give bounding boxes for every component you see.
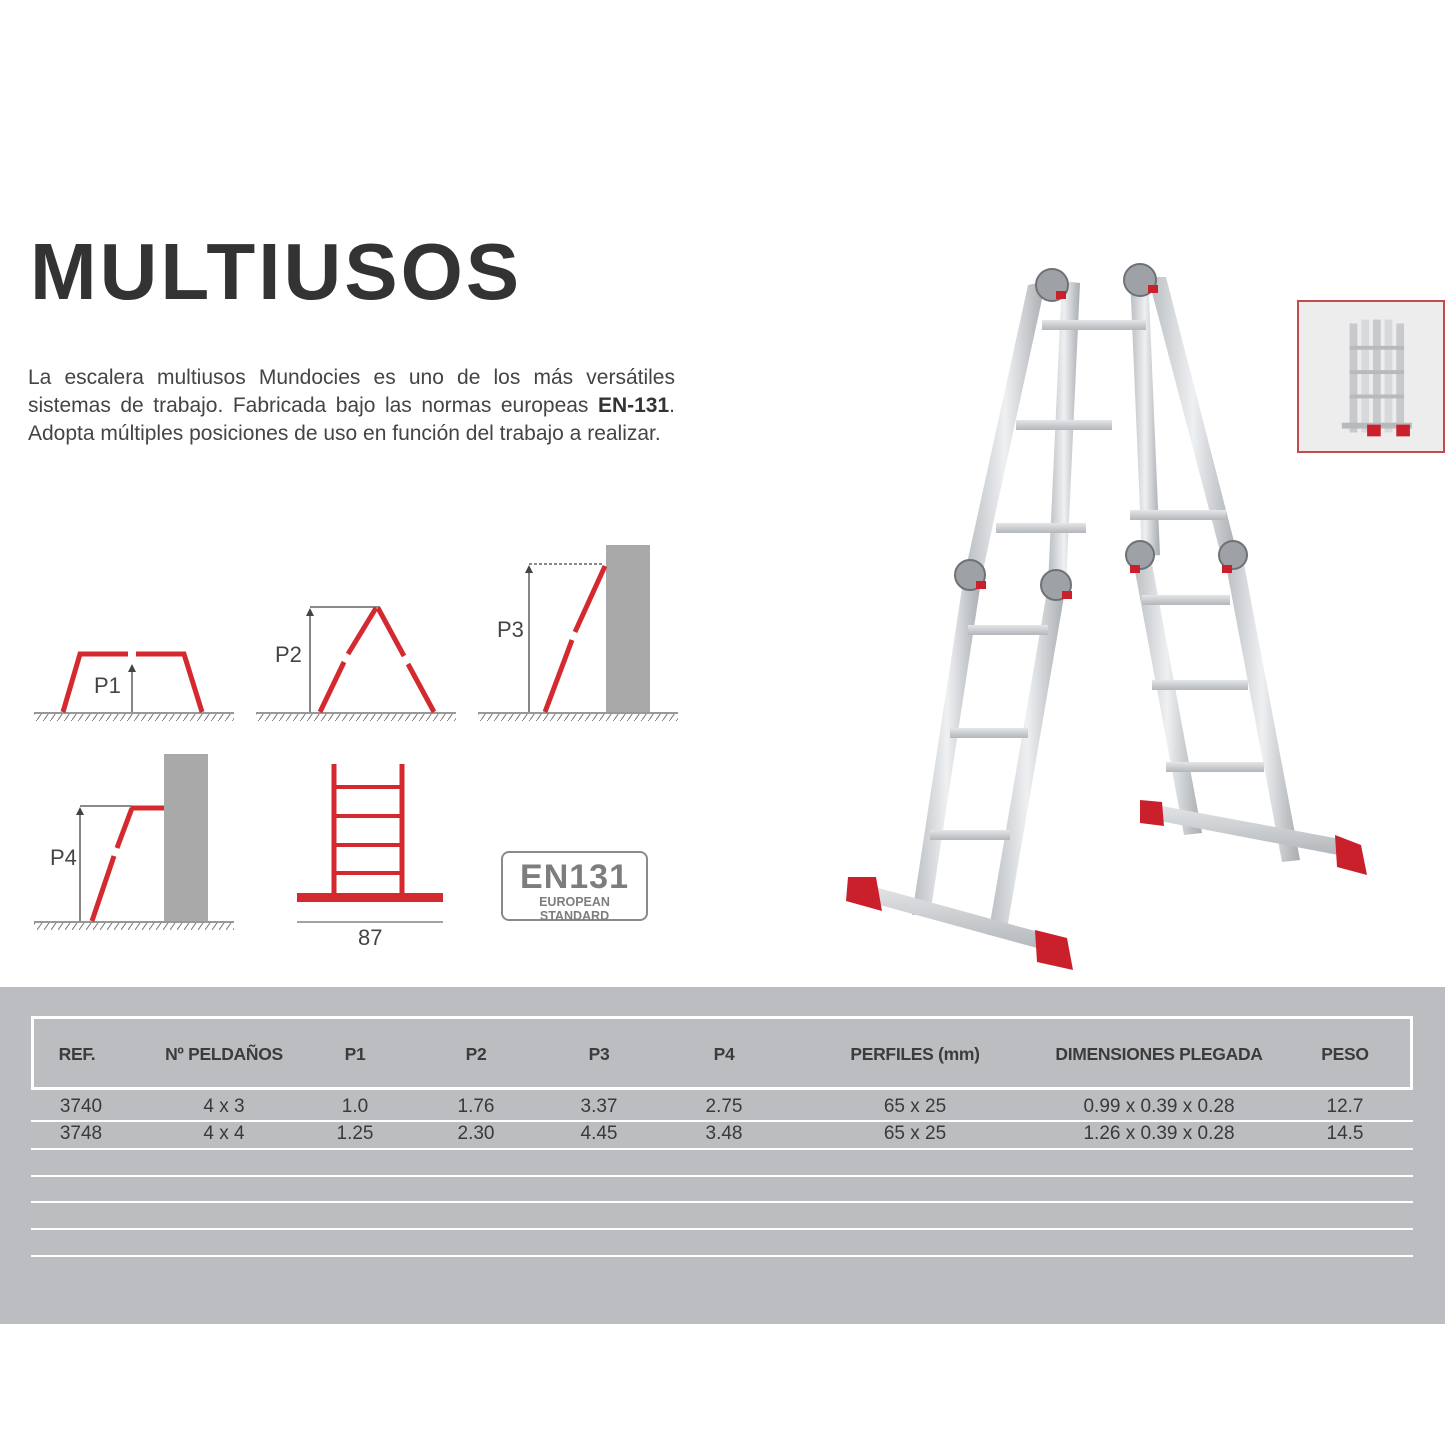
table-cell: 4 x 3 (203, 1096, 245, 1117)
table-cell: 4 x 4 (203, 1123, 245, 1144)
p4-label: P4 (50, 845, 77, 870)
row-divider (31, 1255, 1413, 1257)
header-p4: P4 (713, 1044, 735, 1064)
header-peso: PESO (1321, 1044, 1369, 1064)
table-cell: 4.45 (580, 1123, 618, 1144)
table-cell: 3.37 (580, 1096, 618, 1117)
table-cell: 3748 (59, 1123, 103, 1144)
table-cell: 2.30 (457, 1123, 495, 1144)
width-label: 87 (358, 925, 383, 950)
row-divider (31, 1201, 1413, 1203)
description-text-2: . Adopta múltiples posiciones de uso en función del trabajo a realizar. (28, 394, 675, 445)
table-cell: 2.75 (705, 1096, 743, 1117)
header-p1: P1 (344, 1044, 366, 1064)
p3-label: P3 (497, 617, 524, 642)
table-cell: 65 x 25 (883, 1123, 947, 1144)
header-peldanos: Nº PELDAÑOS (165, 1044, 283, 1064)
header-ref: REF. (58, 1044, 96, 1064)
badge-main-text: EN131 (520, 858, 629, 896)
table-cell: 14.5 (1326, 1123, 1364, 1144)
row-divider (31, 1148, 1413, 1150)
table-cell: 12.7 (1326, 1096, 1364, 1117)
badge-sub-text: EUROPEAN STANDARD (539, 895, 610, 923)
table-cell: 3740 (59, 1096, 103, 1117)
position-p2-diagram (252, 600, 462, 730)
position-p1-diagram (30, 630, 240, 730)
row-divider (31, 1175, 1413, 1177)
table-cell: 1.0 (341, 1096, 369, 1117)
row-divider (31, 1120, 1413, 1122)
description-text-1: La escalera multiusos Mundocies es uno de los más versátiles sistemas de trabajo. Fabricada bajo las normas europeas (28, 366, 675, 417)
table-cell: 3.48 (705, 1123, 743, 1144)
folded-ladder-thumbnail (1297, 300, 1445, 453)
position-p4-diagram (30, 750, 240, 940)
table-cell: 1.25 (336, 1123, 374, 1144)
header-perfiles: PERFILES (mm) (850, 1044, 980, 1064)
table-cell: 0.99 x 0.39 x 0.28 (1083, 1096, 1235, 1117)
product-description (28, 364, 675, 448)
position-p3-diagram (474, 540, 684, 730)
header-p3: P3 (588, 1044, 610, 1064)
wall (606, 545, 650, 712)
p2-label: P2 (275, 642, 302, 667)
en131-badge (501, 851, 648, 921)
table-cell: 1.76 (457, 1096, 495, 1117)
straight-ladder-diagram (290, 760, 455, 955)
page-title: MULTIUSOS (30, 227, 523, 316)
wall (164, 754, 208, 921)
table-cell: 65 x 25 (883, 1096, 947, 1117)
p1-label: P1 (94, 673, 121, 698)
table-cell: 1.26 x 0.39 x 0.28 (1083, 1123, 1235, 1144)
header-dimensiones: DIMENSIONES PLEGADA (1055, 1044, 1263, 1064)
row-divider (31, 1228, 1413, 1230)
header-p2: P2 (465, 1044, 487, 1064)
description-standard: EN-131 (597, 394, 670, 417)
